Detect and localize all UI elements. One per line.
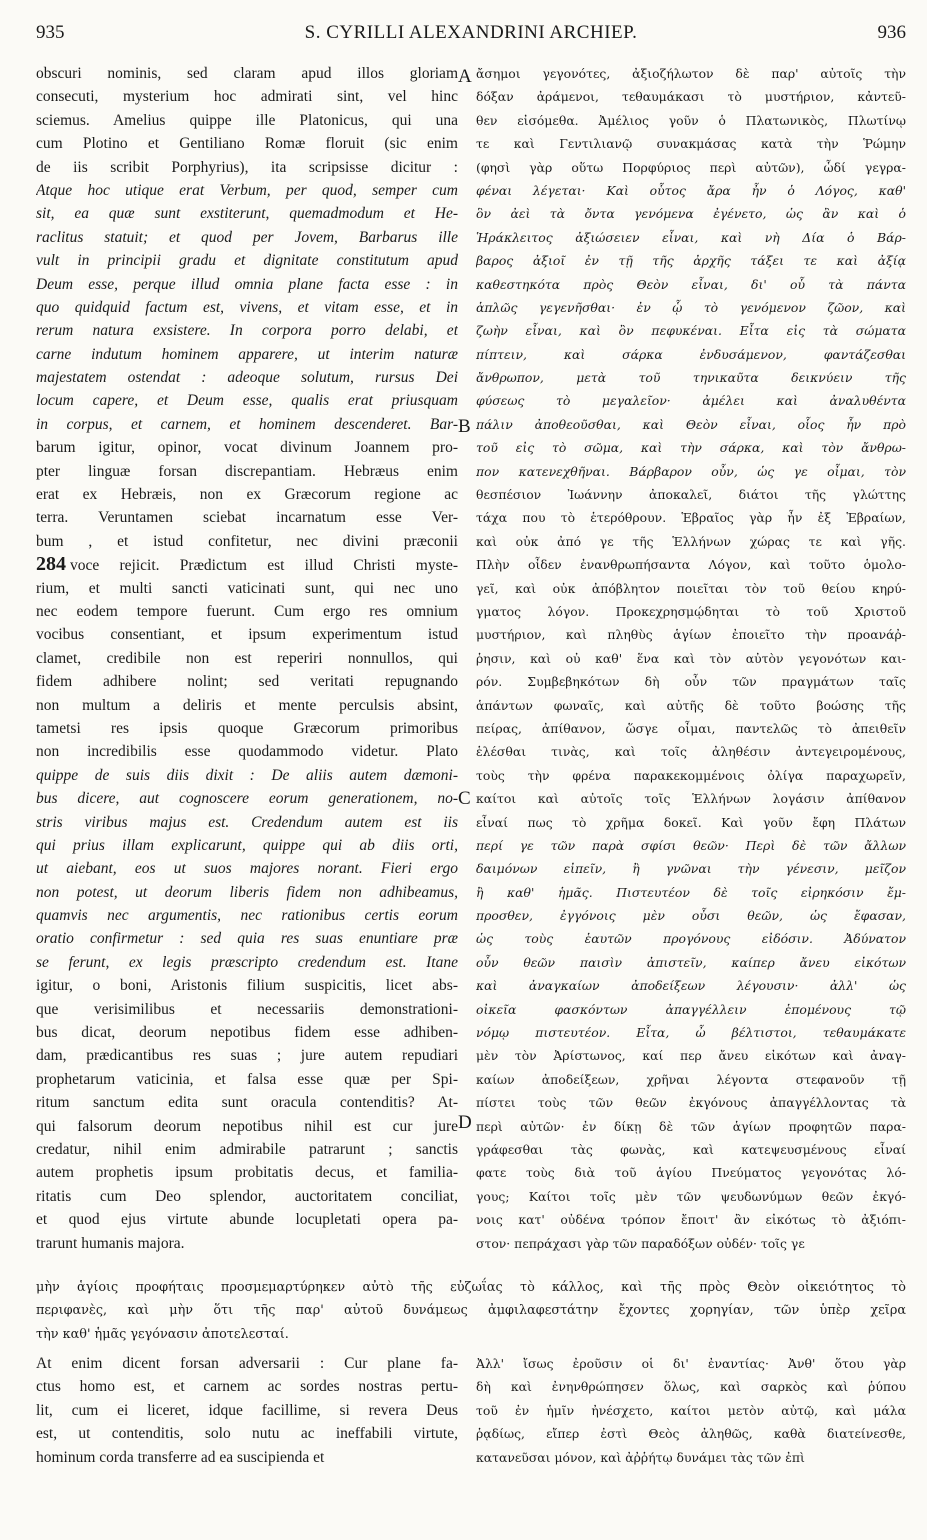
greek-fullwidth-line: τὴν καθ' ἡμᾶς γεγόνασιν ἀποτελεσταί. — [36, 1326, 289, 1342]
latin-line: trarunt humanis majora. — [36, 1234, 185, 1252]
greek-fullwidth-line: περιφανὲς, καὶ μὴν ὅτι τῆς παρ' αὐτοῦ δυνάμεως ἀμφιλαφεστάτην ἔχοντες χορηγίαν, τῶν ὑπὲρ χεῖρα — [36, 1303, 906, 1319]
greek-line: γεῖ, καὶ οὐκ ἀπόβλητον ποιεῖται τὸν τοῦ θείου κηρύ- — [476, 580, 906, 596]
latin-line: ut aiebant, eos ut suos majores norant. Fieri ergo — [36, 860, 458, 878]
greek-line: ἄνθρωπον, μετὰ τοῦ τηνικαῦτα δεικνύειν τῆς — [476, 370, 906, 386]
greek-line: καὶ ἀναγκαίων ἀποδείξεων λέγουσιν· ἀλλ' ὡς — [476, 978, 906, 994]
greek-line: ἢ καθ' ἡμᾶς. Πιστευτέον δὲ τοῖς εἰρηκόσιν ἔμ- — [476, 884, 906, 900]
running-title: S. CYRILLI ALEXANDRINI ARCHIEP. — [304, 22, 638, 43]
greek-line: ὡς τοὺς ἑαυτῶν προγόνους εἰδόσιν. Ἀδύνατον — [476, 931, 906, 947]
latin-line: raclitus statuit; et quod per Jovem, Barbarus ille — [36, 228, 458, 246]
latin-line: clamet, credibile non est reperiri nonnullos, qui — [36, 649, 458, 667]
section-mark-c: C — [458, 788, 471, 809]
latin-line: quippe de suis diis dixit : De aliis autem dæmoni- — [36, 766, 458, 784]
latin-bottom-line: est, ut contenditis, solo nutu ac ineffabili virtute, — [36, 1425, 458, 1443]
page-number-right: 936 — [877, 22, 906, 43]
greek-line: δαιμόνων εἰπεῖν, ἢ γνῶναι τὴν γένεσιν, μεῖζον — [476, 861, 906, 877]
latin-line: qui prius illam explicarunt, quippe qui ab diis orti, — [36, 836, 458, 854]
greek-line: φέναι λέγεται· Καὶ οὗτος ἄρα ἦν ὁ Λόγος, καθ' — [476, 182, 906, 198]
greek-line: περί γε τῶν παρὰ σφίσι θεῶν· Περὶ δὲ τῶν ἄλλων — [476, 837, 906, 853]
latin-line: carne indutum hominem apparere, ut interim naturæ — [36, 345, 458, 363]
section-mark-d: D — [458, 1112, 472, 1133]
latin-line: vocibus consentiant, et ipsum experimentum istud — [36, 626, 458, 644]
latin-line: barum igitur, opinor, vocat divinum Joannem pro- — [36, 439, 458, 457]
greek-line: τε καὶ Γεντιλιανῷ συνακμάσας κατὰ τὴν Ῥώμην — [476, 136, 906, 152]
greek-line: προσθεν, ἐγγόνοις μὲν οὖσι θεῶν, ὡς ἔφασαν, — [476, 908, 906, 924]
latin-line: bus dicat, deorum nepotibus fidem esse adhiben- — [36, 1024, 458, 1042]
greek-line: τοὺς τὴν φρένα παρακεκομμένοις ὀλίγα παραχωρεῖν, — [476, 767, 906, 783]
latin-column — [36, 62, 458, 1255]
greek-line: δόξαν ἀράμενοι, τεθαυμάκασι τὸ μυστήριον, κἀντεῦ- — [476, 89, 906, 105]
margin-number: 284 — [36, 553, 66, 576]
greek-line: ἁπλῶς γεγενῆσθαι· ἐν ᾧ τὸ γενόμενον ζῶον, καὶ — [476, 299, 906, 315]
greek-line: ἑλέσθαι τινὰς, καὶ τοῖς ἀληθέσιν ἀντεγειρομένους, — [476, 744, 906, 760]
greek-line: καίων ἀποδείξεων, χρῆναι λέγοντα στεφανοῦν τῇ — [476, 1071, 906, 1087]
greek-line: βαρος ἀξιοῖ ἐν τῇ τῆς ἀρχῆς τάξει τε καὶ ἀξίᾳ — [476, 253, 906, 269]
latin-line: et quod ejus virtute abunde locupletati opera pa- — [36, 1211, 458, 1229]
latin-line: autem prophetis ipsum probitatis decus, et familia- — [36, 1164, 458, 1182]
latin-line: prophetarum vaticinia, et falsa esse quæ per Spi- — [36, 1070, 458, 1088]
greek-line: περὶ αὐτῶν· ἐν δίκῃ δὲ τῶν ἁγίων προφητῶν παρα- — [476, 1118, 906, 1134]
greek-fullwidth-line: μὴν ἁγίοις προφήταις προσμεμαρτύρηκεν αὐτὸ τῆς εὐζωΐας τὸ κάλλος, καὶ τῆς πρὸς Θεὸν οἰκειότητος τὸ — [36, 1280, 906, 1295]
latin-line: non multum a deliris et mente perculsis absint, — [36, 696, 458, 714]
latin-line: Deum esse, perque illud omnia plane facta esse : in — [36, 275, 458, 293]
latin-line: pter linguæ forsan discrepantiam. Hebræus enim — [36, 462, 458, 480]
latin-line: igitur, o boni, Aristonis filium suspicitis, licet abs- — [36, 977, 458, 995]
greek-line: μυστήριον, καὶ πληθὺς ἁγίων ἐποιεῖτο τὴν προανάῤ- — [476, 627, 906, 643]
greek-line: οὖν θεῶν παισὶν ἀπιστεῖν, καίπερ ἄνευ εἰκότων — [476, 954, 906, 970]
latin-line: locum capere, et Deum esse, qualis erat priusquam — [36, 392, 458, 410]
greek-bottom-line: Ἀλλ' ἴσως ἐροῦσιν οἱ δι' ἐναντίας· Ἀνθ' ὅτου γὰρ — [476, 1356, 906, 1371]
greek-line: νοις κατ' οὐδένα τρόπον ἔποιτ' ἂν εἰκότως τὸ ἀξιόπι- — [476, 1212, 906, 1228]
latin-line: quamvis nec argumentis, nec rationibus certis eorum — [36, 907, 458, 925]
greek-line: μὲν τὸν Ἀρίστωνος, καί περ ἄνευ εἰκότων καὶ ἀναγ- — [476, 1048, 906, 1064]
latin-line: obscuri nominis, sed claram apud illos gloriam — [36, 65, 458, 82]
greek-line: καίτοι καὶ αὐτοῖς τοῖς Ἑλλήνων λογάσιν ἀπίθανον — [476, 791, 906, 807]
latin-line: sit, ea quæ sunt exstiterunt, quemadmodum et He- — [36, 205, 458, 223]
greek-line: στον· πεπράχασι γὰρ τῶν παραδόξων οὐδέν· τοῖς γε — [476, 1235, 805, 1251]
latin-line: quo quidquid factum est, vivens, et vitam esse, et in — [36, 298, 458, 316]
greek-line: πίπτειν, καὶ σάρκα ἐνδυσάμενον, φαντάζεσθαι — [476, 346, 906, 362]
latin-line: fidem adhibere nolint; sed veritati repugnando — [36, 673, 458, 691]
latin-bottom-line: At enim dicent forsan adversarii : Cur plane fa- — [36, 1355, 458, 1372]
greek-line: νόμῳ πιστευτέον. Εἶτα, ὦ βέλτιστοι, τεθαυμάκατε — [476, 1025, 906, 1041]
latin-line: bus dicere, aut cognoscere eorum generationem, no- — [36, 790, 458, 808]
latin-line: que verisimilibus et necessariis demonstrationi- — [36, 1000, 458, 1018]
greek-line: γματος λόγον. Προκεχρησμῴδηται τὸ τοῦ Χριστοῦ — [476, 603, 906, 619]
greek-bottom-column — [476, 1352, 906, 1469]
greek-line: Ἡράκλειτος ἀξιώσειεν εἶναι, καὶ νὴ Δία ὁ Βάρ- — [476, 229, 906, 245]
greek-line: πείρας, ἀπίθανον, ὥσγε οἶμαι, παντελῶς τὸ ἀπειθεῖν — [476, 720, 906, 736]
latin-bottom-column — [36, 1352, 458, 1469]
latin-line: qui falsorum deorum nepotibus nihil est cur jure — [36, 1117, 458, 1135]
greek-line: Πλὴν οἶδεν ἐνανθρωπήσαντα Λόγον, καὶ τοῦτο ὁμολο- — [476, 557, 906, 573]
latin-line: cum Plotino et Gentiliano Romæ floruit (sic enim — [36, 135, 458, 153]
greek-line: θεσπέσιον Ἰωάννην ἀποκαλεῖ, διάτοι τῆς γλώττης — [476, 487, 906, 503]
greek-bottom-line: τοῦ ἐν ἡμῖν ἠνέσχετο, καίτοι μετὸν αὐτῷ, καὶ μάλα — [476, 1402, 906, 1418]
greek-line: φατε τοὺς διὰ τοῦ ἁγίου Πνεύματος γεγονότας λό- — [476, 1165, 906, 1181]
latin-line: non potest, ut deorum liberis fidem non adhibeamus, — [36, 883, 458, 901]
latin-line: terra. Veruntamen sciebat incarnatum esse Ver- — [36, 509, 458, 527]
greek-line: ῥησιν, καὶ οὐ καθ' ἕνα καὶ τὸν αὐτὸν γεγονότων και- — [476, 650, 906, 666]
greek-line: ζωὴν εἶναι, καὶ ὂν πεφυκέναι. Εἶτα εἰς τὰ σώματα — [476, 323, 906, 339]
greek-line: ἄσημοι γεγονότες, ἀξιοζήλωτον δὲ παρ' αὐτοῖς τὴν — [476, 66, 906, 81]
greek-bottom-line: ῥᾳδίως, εἴπερ ἐστὶ Θεὸς ἀληθῶς, καθὰ διατείνεσθε, — [476, 1426, 906, 1442]
latin-line: majestatem ostendat : adeoque solutum, rursus Dei — [36, 369, 458, 387]
greek-column — [476, 62, 906, 1255]
greek-bottom-line: δὴ καὶ ἐνηνθρώπησεν ὅλως, καὶ σαρκὸς καὶ ῥύπου — [476, 1379, 906, 1395]
latin-line: oratio confirmetur : sed quia res suas enuntiare præ — [36, 930, 458, 948]
greek-fullwidth-passage — [36, 1276, 906, 1346]
latin-line: ritatis cum Deo splendor, auctoritatem conciliat, — [36, 1187, 458, 1205]
greek-line: γους; Καίτοι τοῖς μὲν τῶν ψευδωνύμων θεῶν ἐκγό- — [476, 1188, 906, 1204]
greek-line: εἶναί πως τὸ χρῆμα δοκεῖ. Καὶ γοῦν ἔφη Πλάτων — [476, 814, 906, 830]
line-text: voce rejicit. Prædictum est illud Christi myste- — [70, 557, 458, 575]
greek-line: οἰκεῖα φασκόντων ἀπαγγέλλειν ἑπομένους τῷ — [476, 1001, 906, 1017]
latin-bottom-line: ctus homo est, et carnem ac sordes nostras pertu- — [36, 1378, 458, 1396]
greek-line: (φησὶ γὰρ οὕτω Πορφύριος περὶ αὐτῶν), ὧδί γεγρα- — [476, 159, 906, 175]
greek-line: ρόν. Συμβεβηκότων δὴ οὖν τῶν πραγμάτων ταῖς — [476, 674, 906, 690]
latin-line: rium, et multi sancti vaticinati sunt, qui nec uno — [36, 579, 458, 597]
section-mark-a: A — [458, 66, 472, 87]
latin-line: vult in principii gradu et dignitate constitutum apud — [36, 252, 458, 270]
greek-line: πάλιν ἀποθεοῦσθαι, καὶ Θεὸν εἶναι, οἷος ἦν πρὸ — [476, 416, 906, 432]
greek-line: πίστει τοὺς τῶν θεῶν ἐκγόνους ἀπαγγέλλοντας τὰ — [476, 1095, 906, 1111]
latin-line: bum , et istud confitetur, nec divini præconii — [36, 532, 458, 550]
greek-line: τοῦ εἰς τὸ σῶμα, καὶ τὴν σάρκα, καὶ τὸν ἄνθρω- — [476, 440, 906, 456]
greek-line: καὶ οὐκ ἀπό γε τῆς Ἑλλήνων χώρας τε καὶ γῆς. — [476, 533, 906, 549]
latin-line: credatur, nihil enim admirabile patrarunt ; sanctis — [36, 1140, 458, 1158]
latin-line: sciemus. Amelius quippe ille Platonicus, qui una — [36, 111, 458, 129]
latin-bottom-line: lit, cum ei liceret, idque facillime, si revera Deus — [36, 1401, 458, 1419]
greek-line: καθεστηκότα πρὸς Θεὸν εἶναι, δι' οὗ τὰ πάντα — [476, 276, 906, 292]
latin-line: ritum sanctum edita sunt oracula contenditis? At- — [36, 1094, 458, 1112]
latin-line: stris viribus majus est. Credendum autem est iis — [36, 813, 458, 831]
latin-line: rerum natura exsistere. In corpora porro delabi, et — [36, 322, 458, 340]
latin-bottom-line: hominum corda transferre ad ea suscipienda et — [36, 1448, 325, 1466]
latin-line: de iis scribit Porphyrius), ita scripsisse dicitur : — [36, 158, 458, 176]
greek-line: ἁπάντων φωναῖς, καὶ αὐτῆς δὲ τοῦτο βοώσης τῆς — [476, 697, 906, 713]
greek-bottom-line: κατανεῦσαι μόνον, καὶ ἀῤῥήτῳ δυνάμει τὰς τῶν ἐπὶ — [476, 1449, 805, 1465]
latin-line: nec eodem tempore fuerunt. Cum ergo res omnium — [36, 602, 458, 620]
greek-line: ὃν ἀεὶ τὰ ὄντα γενόμενα ἐγένετο, ὡς ἂν καὶ ὁ — [476, 206, 906, 222]
greek-line: πον κατενεχθῆναι. Βάρβαρον οὖν, ὡς γε οἶμαι, τὸν — [476, 463, 906, 479]
greek-line: τάχα που τὸ ἑτερόθρουν. Ἑβραῖος γὰρ ἦν ἐξ Ἑβραίων, — [476, 510, 906, 526]
page-number-left: 935 — [36, 22, 65, 43]
latin-line: consecuti, mysterium hoc admirati sint, vel hinc — [36, 88, 458, 106]
latin-line: non incredibilis esse quodammodo videtur. Plato — [36, 743, 458, 761]
latin-line — [36, 553, 458, 576]
greek-line: φύσεως τὸ μεγαλεῖον· ἀμέλει καὶ ἀναλυθέντα — [476, 393, 906, 409]
greek-line: γράφεσθαι τὰς φωνὰς, καὶ κατεψευσμένους εἶναί — [476, 1141, 906, 1157]
latin-line: dam, prædicantibus res suas ; jure autem repudiari — [36, 1047, 458, 1065]
latin-line: Atque hoc utique erat Verbum, per quod, semper cum — [36, 181, 458, 199]
greek-line: θεν εἰσόμεθα. Ἀμέλιος γοῦν ὁ Πλατωνικὸς, Πλωτίνῳ — [476, 112, 906, 128]
page-header — [36, 22, 906, 48]
latin-line: se ferunt, ex legis præscripto credendum est. Itane — [36, 953, 458, 971]
section-mark-b: B — [458, 416, 471, 437]
latin-line: tametsi res ipsis quoque Græcorum primoribus — [36, 719, 458, 737]
latin-line: erat ex Hebræis, non ex Græcorum regione ac — [36, 486, 458, 504]
latin-line: in corpus, et carnem, et hominem descenderet. Bar- — [36, 415, 458, 433]
